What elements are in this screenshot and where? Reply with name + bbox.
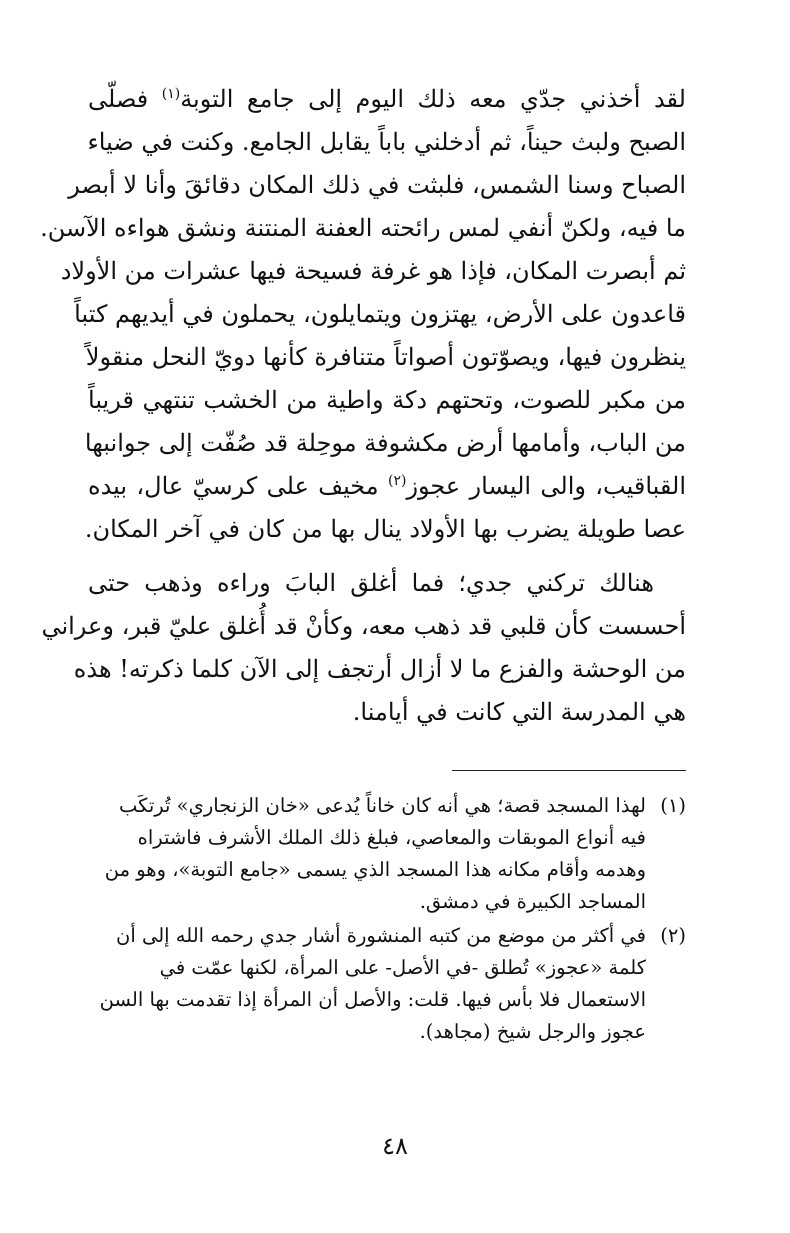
footnote-1 <box>88 790 686 918</box>
text-line: لقد أخذني جدّي معه ذلك اليوم إلى جامع التوبة$^{(١)}$ فصلّى <box>88 85 686 113</box>
footnote-text: لهذا المسجد قصة؛ هي أنه كان خاناً يُدعى «خان الزنجاري» تُرتكَب فيه أنواع الموبقات والمعاصي، فبلغ ذلك الملك الأشرف فاشتراه وهدمه وأقام مكانه هذا المسجد الذي يسمى «جامع التوبة»، وهو من المساجد الكبيرة في دمشق. <box>104 794 646 913</box>
footnote-text: في أكثر من موضع من كتبه المنشورة أشار جدي رحمه الله إلى أن كلمة «عجوز» تُطلق -في الأصل- على المرأة، لكنها عمّت في الاستعمال فلا بأس فيها. قلت: والأصل أن المرأة إذا تقدمت بها السن عجوز والرجل شيخ (مجاهد). <box>99 924 646 1043</box>
text-line: القباقيب، والى اليسار عجوز$^{(٢)}$ مخيف على كرسيّ عال، بيده <box>88 472 686 500</box>
text-line: أحسست كأن قلبي قد ذهب معه، وكأنْ قد أُغلق عليّ قبر، وعراني <box>41 612 686 640</box>
footnote-number: (١) <box>660 794 686 817</box>
text-line: من مكبر للصوت، وتحتهم دكة واطية من الخشب تنتهي قريباً <box>88 386 686 414</box>
text-line: من الوحشة والفزع ما لا أزال أرتجف إلى الآن كلما ذكرته! هذه <box>73 655 686 683</box>
footnote-divider <box>452 770 686 771</box>
text-line: من الباب، وأمامها أرض مكشوفة موحِلة قد صُفّت إلى جوانبها <box>84 429 686 457</box>
text-line: هنالك تركني جدي؛ فما أغلق البابَ وراءه وذهب حتى <box>88 569 654 597</box>
text-line: ما فيه، ولكنّ أنفي لمس رائحته العفنة المنتنة ونشق هواءه الآسن. <box>40 214 686 242</box>
paragraph-2 <box>41 562 686 734</box>
text-line: هي المدرسة التي كانت في أيامنا. <box>352 698 686 726</box>
footnote-2 <box>88 920 686 1048</box>
footnotes <box>88 790 686 1048</box>
text-line: ينظرون فيها، ويصوّتون أصواتاً متنافرة كأنها دويّ النحل منقولاً <box>85 343 686 371</box>
text-line: قاعدون على الأرض، يهتزون ويتمايلون، يحملون في أيديهم كتباً <box>74 300 686 328</box>
text-line: الصباح وسنا الشمس، فلبثت في ذلك المكان دقائقَ وأنا لا أبصر <box>68 171 686 199</box>
text-line: ثم أبصرت المكان، فإذا هو غرفة فسيحة فيها عشرات من الأولاد <box>60 257 686 285</box>
footnote-marker-1[interactable]: (١) <box>161 86 181 102</box>
footnote-marker-2[interactable]: (٢) <box>387 473 407 489</box>
paragraph-1 <box>40 78 686 551</box>
text-line: الصبح ولبث حيناً، ثم أدخلني باباً يقابل الجامع. وكنت في ضياء <box>87 128 686 156</box>
page-number: ٤٨ <box>382 1132 408 1160</box>
footnote-number: (٢) <box>660 924 686 947</box>
text-line: عصا طويلة يضرب بها الأولاد ينال بها من كان في آخر المكان. <box>84 515 686 543</box>
